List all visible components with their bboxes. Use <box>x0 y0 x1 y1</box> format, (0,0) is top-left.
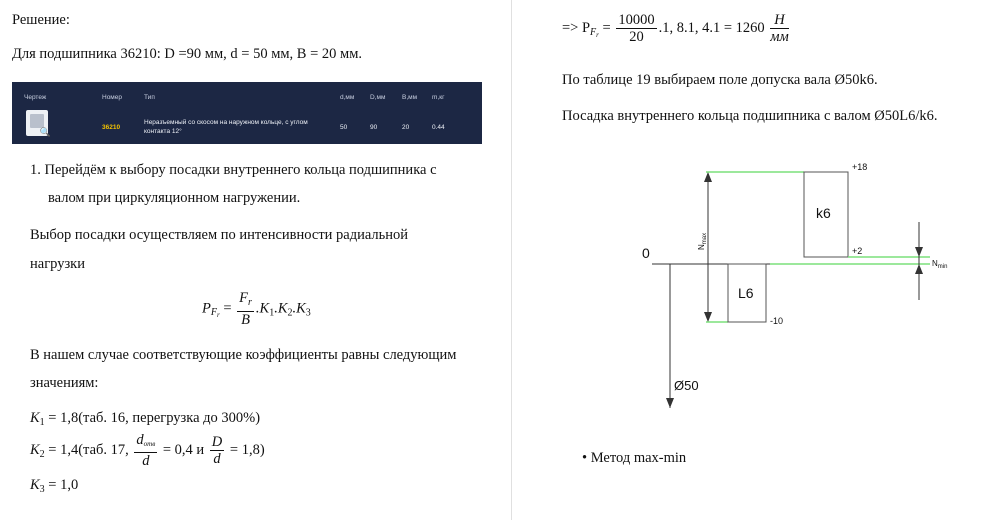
para2-line1: В нашем случае соответствующие коэффициенты равны следующим <box>30 347 457 363</box>
bearing-parameters: Для подшипника 36210: D =90 мм, d = 50 мм, B = 20 мм. <box>12 46 362 62</box>
cell-number: 36210 <box>102 124 121 131</box>
k6-lower-deviation: +2 <box>852 246 863 256</box>
col-header-drawing: Чертеж <box>24 94 47 101</box>
col-header-B: B,мм <box>402 94 418 101</box>
item1-line1: 1. Перейдём к выбору посадки внутреннего кольца подшипника с <box>30 162 437 178</box>
nmax-label: $N_{max}$ <box>697 232 708 250</box>
l6-label: L6 <box>738 285 754 301</box>
nmax-arrow-up-icon <box>704 172 712 182</box>
para2-line2: значениям: <box>30 375 99 391</box>
cell-m: 0.44 <box>432 124 445 131</box>
tolerance-field-diagram <box>640 150 960 420</box>
load-intensity-result: => $P_{F_r}$ = $\frac{10000}{20}$ .1, 8.1, 4.1 = 1260 $\frac{Н}{мм}$ <box>562 12 789 45</box>
col-header-type: Тип <box>144 94 155 101</box>
k1-value: $K_1 = 1,8(таб$. 16, перегрузка до 300%) <box>30 410 261 428</box>
load-intensity-formula: $P_{F_r}$ = $\frac{F_r}{B}$ $.K_1.K_2.K_3$ <box>202 290 311 328</box>
zoom-icon: 🔍 <box>39 127 51 137</box>
diameter-label: Ø50 <box>674 378 699 393</box>
bullet-icon: • <box>582 450 588 466</box>
col-header-d: d,мм <box>340 94 355 101</box>
cell-D: 90 <box>370 124 378 131</box>
drawing-thumbnail[interactable] <box>26 110 51 137</box>
cell-type: Неразъемный со скосом на наружном кольце, с углом контакта 12° <box>144 119 308 135</box>
col-header-m: m,кг <box>432 94 445 101</box>
zero-label: 0 <box>642 245 650 261</box>
method-bullet: • Метод max-min <box>582 450 687 466</box>
table19-selection: По таблице 19 выбираем поле допуска вала Ø50k6. <box>562 72 878 88</box>
para1-line2: нагрузки <box>30 256 85 272</box>
col-header-D: D,мм <box>370 94 386 101</box>
k6-label: k6 <box>816 205 831 221</box>
k3-value: $K_3 = 1,0$ <box>30 477 79 495</box>
para1-line1: Выбор посадки осуществляем по интенсивности радиальной <box>30 227 409 243</box>
item1-line2: валом при циркуляционном нагружении. <box>48 190 301 206</box>
diameter-arrow-icon <box>666 398 674 408</box>
nmin-label: $N_{min}$ <box>932 259 948 270</box>
cell-d: 50 <box>340 124 348 131</box>
nmin-arrow-down-icon <box>915 247 923 257</box>
bearing-table <box>12 82 482 144</box>
nmax-arrow-down-icon <box>704 312 712 322</box>
solution-heading: Решение: <box>12 12 70 28</box>
nmin-arrow-up-icon <box>915 264 923 274</box>
k6-upper-deviation: +18 <box>852 162 868 172</box>
bearing-drawing-icon <box>30 114 44 128</box>
cell-B: 20 <box>402 124 410 131</box>
l6-lower-deviation: -10 <box>770 316 784 326</box>
col-header-number: Номер <box>102 94 123 101</box>
fit-selection: Посадка внутреннего кольца подшипника с валом Ø50L6/k6. <box>562 108 938 124</box>
k2-value: $K_2 = 1,4(таб$. 17, $\frac{\text{dотв}}{d}$ = 0,4 и $\frac{D}{d}$ = 1,8) <box>30 432 265 469</box>
column-divider <box>511 0 512 520</box>
